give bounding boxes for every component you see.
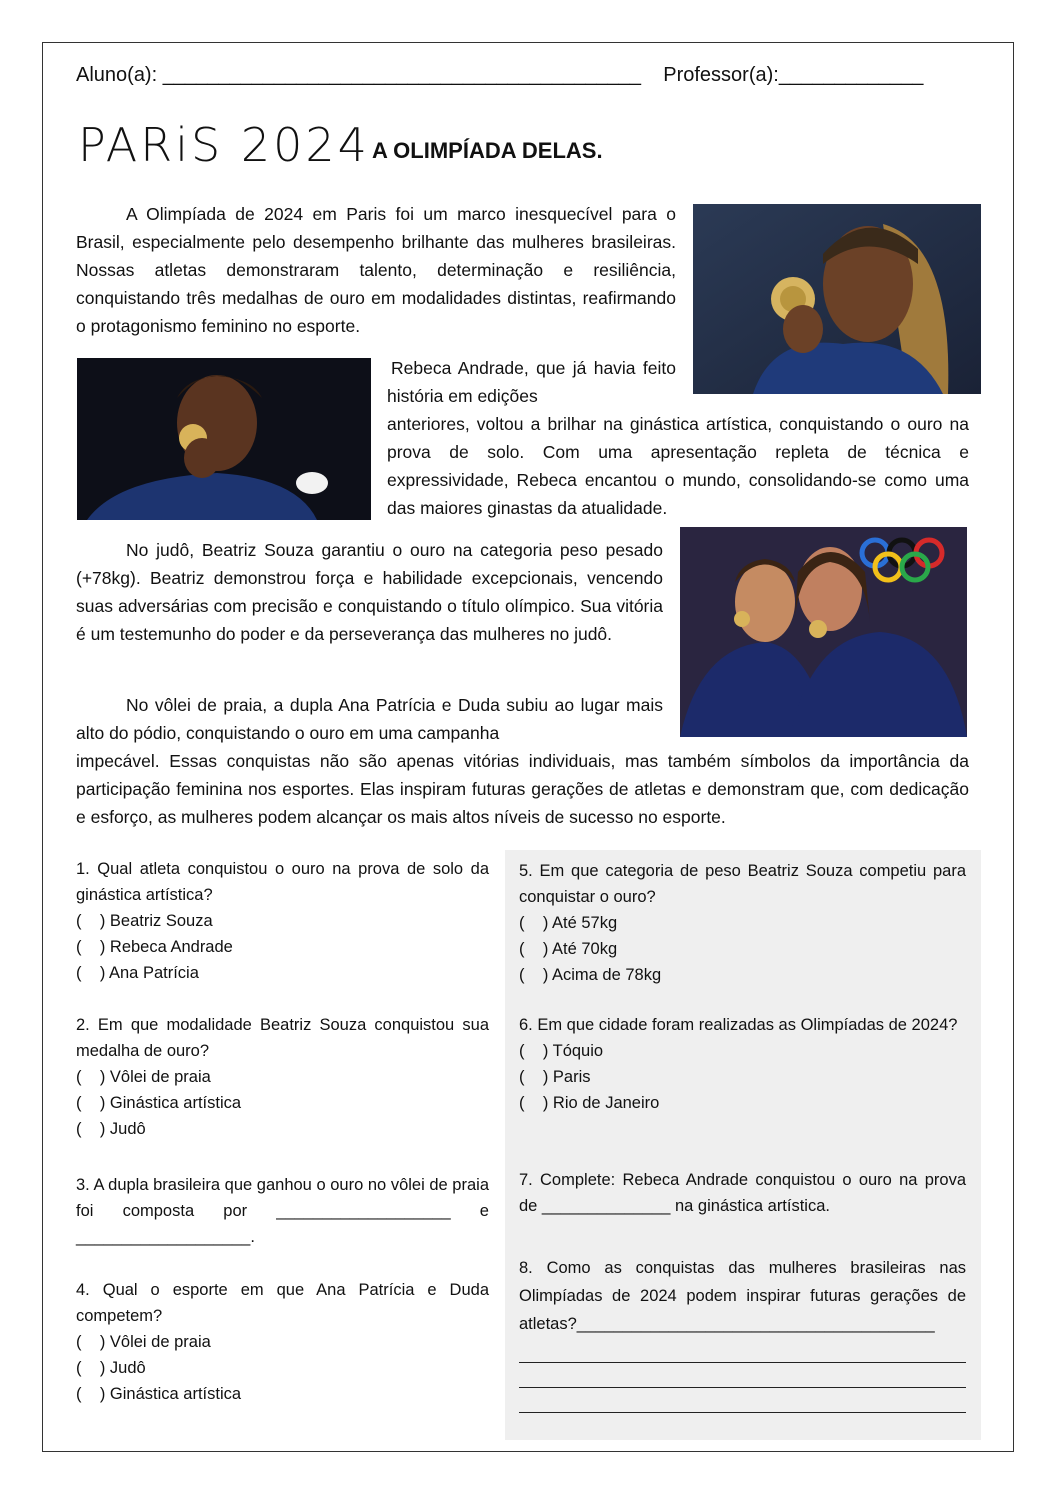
question-3-text[interactable]: 3. A dupla brasileira que ganhou o ouro no vôlei de praia foi composta por ___________________ e ___________________. — [76, 1176, 489, 1246]
question-2-option-b[interactable]: ( ) Ginástica artística — [76, 1094, 242, 1112]
question-8-text[interactable]: 8. Como as conquistas das mulheres brasileiras nas Olimpíadas de 2024 podem inspirar futuras gerações de atletas?_______________________________________ — [519, 1259, 966, 1333]
article-paragraph-1: A Olimpíada de 2024 em Paris foi um marco inesquecível para o Brasil, especialmente pelo desempenho brilhante das mulheres brasileiras. Nossas atletas demonstraram talento, determinação e resiliência, conquistando três medalhas de ouro em modalidades distintas, reafirmando o protagonismo feminino no esporte. — [76, 204, 676, 336]
question-6-text: 6. Em que cidade foram realizadas as Olimpíadas de 2024? — [519, 1016, 958, 1034]
question-3 — [76, 1172, 489, 1250]
athlete-photo-illustration — [680, 527, 967, 737]
question-2 — [76, 1012, 489, 1142]
photo-rebeca-andrade — [693, 204, 981, 394]
answer-line[interactable] — [519, 1363, 966, 1388]
question-4 — [76, 1277, 489, 1407]
question-8 — [519, 1254, 966, 1413]
photo-beatriz-souza — [77, 358, 371, 520]
question-4-option-a[interactable]: ( ) Vôlei de praia — [76, 1333, 211, 1351]
paris-2024-logo: PARiS 2024 — [78, 118, 370, 172]
question-2-option-c[interactable]: ( ) Judô — [76, 1120, 146, 1138]
question-2-option-a[interactable]: ( ) Vôlei de praia — [76, 1068, 211, 1086]
question-6-option-a[interactable]: ( ) Tóquio — [519, 1042, 604, 1060]
question-6-option-b[interactable]: ( ) Paris — [519, 1068, 591, 1086]
article-paragraph-4-top: No vôlei de praia, a dupla Ana Patrícia e Duda subiu ao lugar mais alto do pódio, conquistando o ouro em uma campanha — [76, 695, 663, 743]
athlete-photo-illustration — [693, 204, 981, 394]
athlete-photo-illustration — [77, 358, 371, 520]
question-1-text: 1. Qual atleta conquistou o ouro na prova de solo da ginástica artística? — [76, 860, 489, 904]
question-1-option-c[interactable]: ( ) Ana Patrícia — [76, 964, 199, 982]
page-title: A OLIMPÍADA DELAS. — [372, 138, 603, 163]
question-1-option-b[interactable]: ( ) Rebeca Andrade — [76, 938, 233, 956]
question-1-option-a[interactable]: ( ) Beatriz Souza — [76, 912, 213, 930]
article-paragraph-2-top: Rebeca Andrade, que já havia feito história em edições — [387, 358, 676, 406]
photo-ana-patricia-duda — [680, 527, 967, 737]
answer-line[interactable] — [519, 1388, 966, 1413]
question-4-option-c[interactable]: ( ) Ginástica artística — [76, 1385, 242, 1403]
article-paragraph-4-rest: impecável. Essas conquistas não são apenas vitórias individuais, mas também símbolos da importância da participação feminina nos esportes. Elas inspiram futuras gerações de atletas e demonstram que, com dedicação e esforço, as mulheres podem alcançar os mais altos níveis de sucesso no esporte. — [76, 751, 969, 827]
answer-line[interactable] — [519, 1338, 966, 1363]
question-5-option-c[interactable]: ( ) Acima de 78kg — [519, 966, 662, 984]
aluno-field[interactable]: Aluno(a): ___________________________________________ — [76, 64, 641, 86]
question-5-text: 5. Em que categoria de peso Beatriz Souza competiu para conquistar o ouro? — [519, 862, 966, 906]
professor-field[interactable]: Professor(a):_____________ — [663, 64, 924, 86]
question-2-text: 2. Em que modalidade Beatriz Souza conquistou sua medalha de ouro? — [76, 1016, 489, 1060]
question-5-option-b[interactable]: ( ) Até 70kg — [519, 940, 618, 958]
question-5-option-a[interactable]: ( ) Até 57kg — [519, 914, 618, 932]
article-paragraph-2-rest: anteriores, voltou a brilhar na ginástica artística, conquistando o ouro na prova de solo. Com uma apresentação repleta de técnica e expressividade, Rebeca encantou o mundo, consolidando-se como uma das maiores ginastas da atualidade. — [387, 414, 969, 518]
question-6-option-c[interactable]: ( ) Rio de Janeiro — [519, 1094, 660, 1112]
question-6 — [519, 1012, 966, 1116]
question-4-text: 4. Qual o esporte em que Ana Patrícia e Duda competem? — [76, 1281, 489, 1325]
question-4-option-b[interactable]: ( ) Judô — [76, 1359, 146, 1377]
article-paragraph-3: No judô, Beatriz Souza garantiu o ouro na categoria peso pesado (+78kg). Beatriz demonstrou força e habilidade excepcionais, vencendo suas adversárias com precisão e conquistando o título olímpico. Sua vitória é um testemunho do poder e da perseverança das mulheres no judô. — [76, 540, 663, 644]
question-7 — [519, 1167, 966, 1219]
question-7-text[interactable]: 7. Complete: Rebeca Andrade conquistou o ouro na prova de ______________ na ginástica artística. — [519, 1171, 966, 1215]
student-teacher-header — [76, 64, 976, 87]
question-1 — [76, 856, 489, 986]
question-5 — [519, 858, 966, 988]
